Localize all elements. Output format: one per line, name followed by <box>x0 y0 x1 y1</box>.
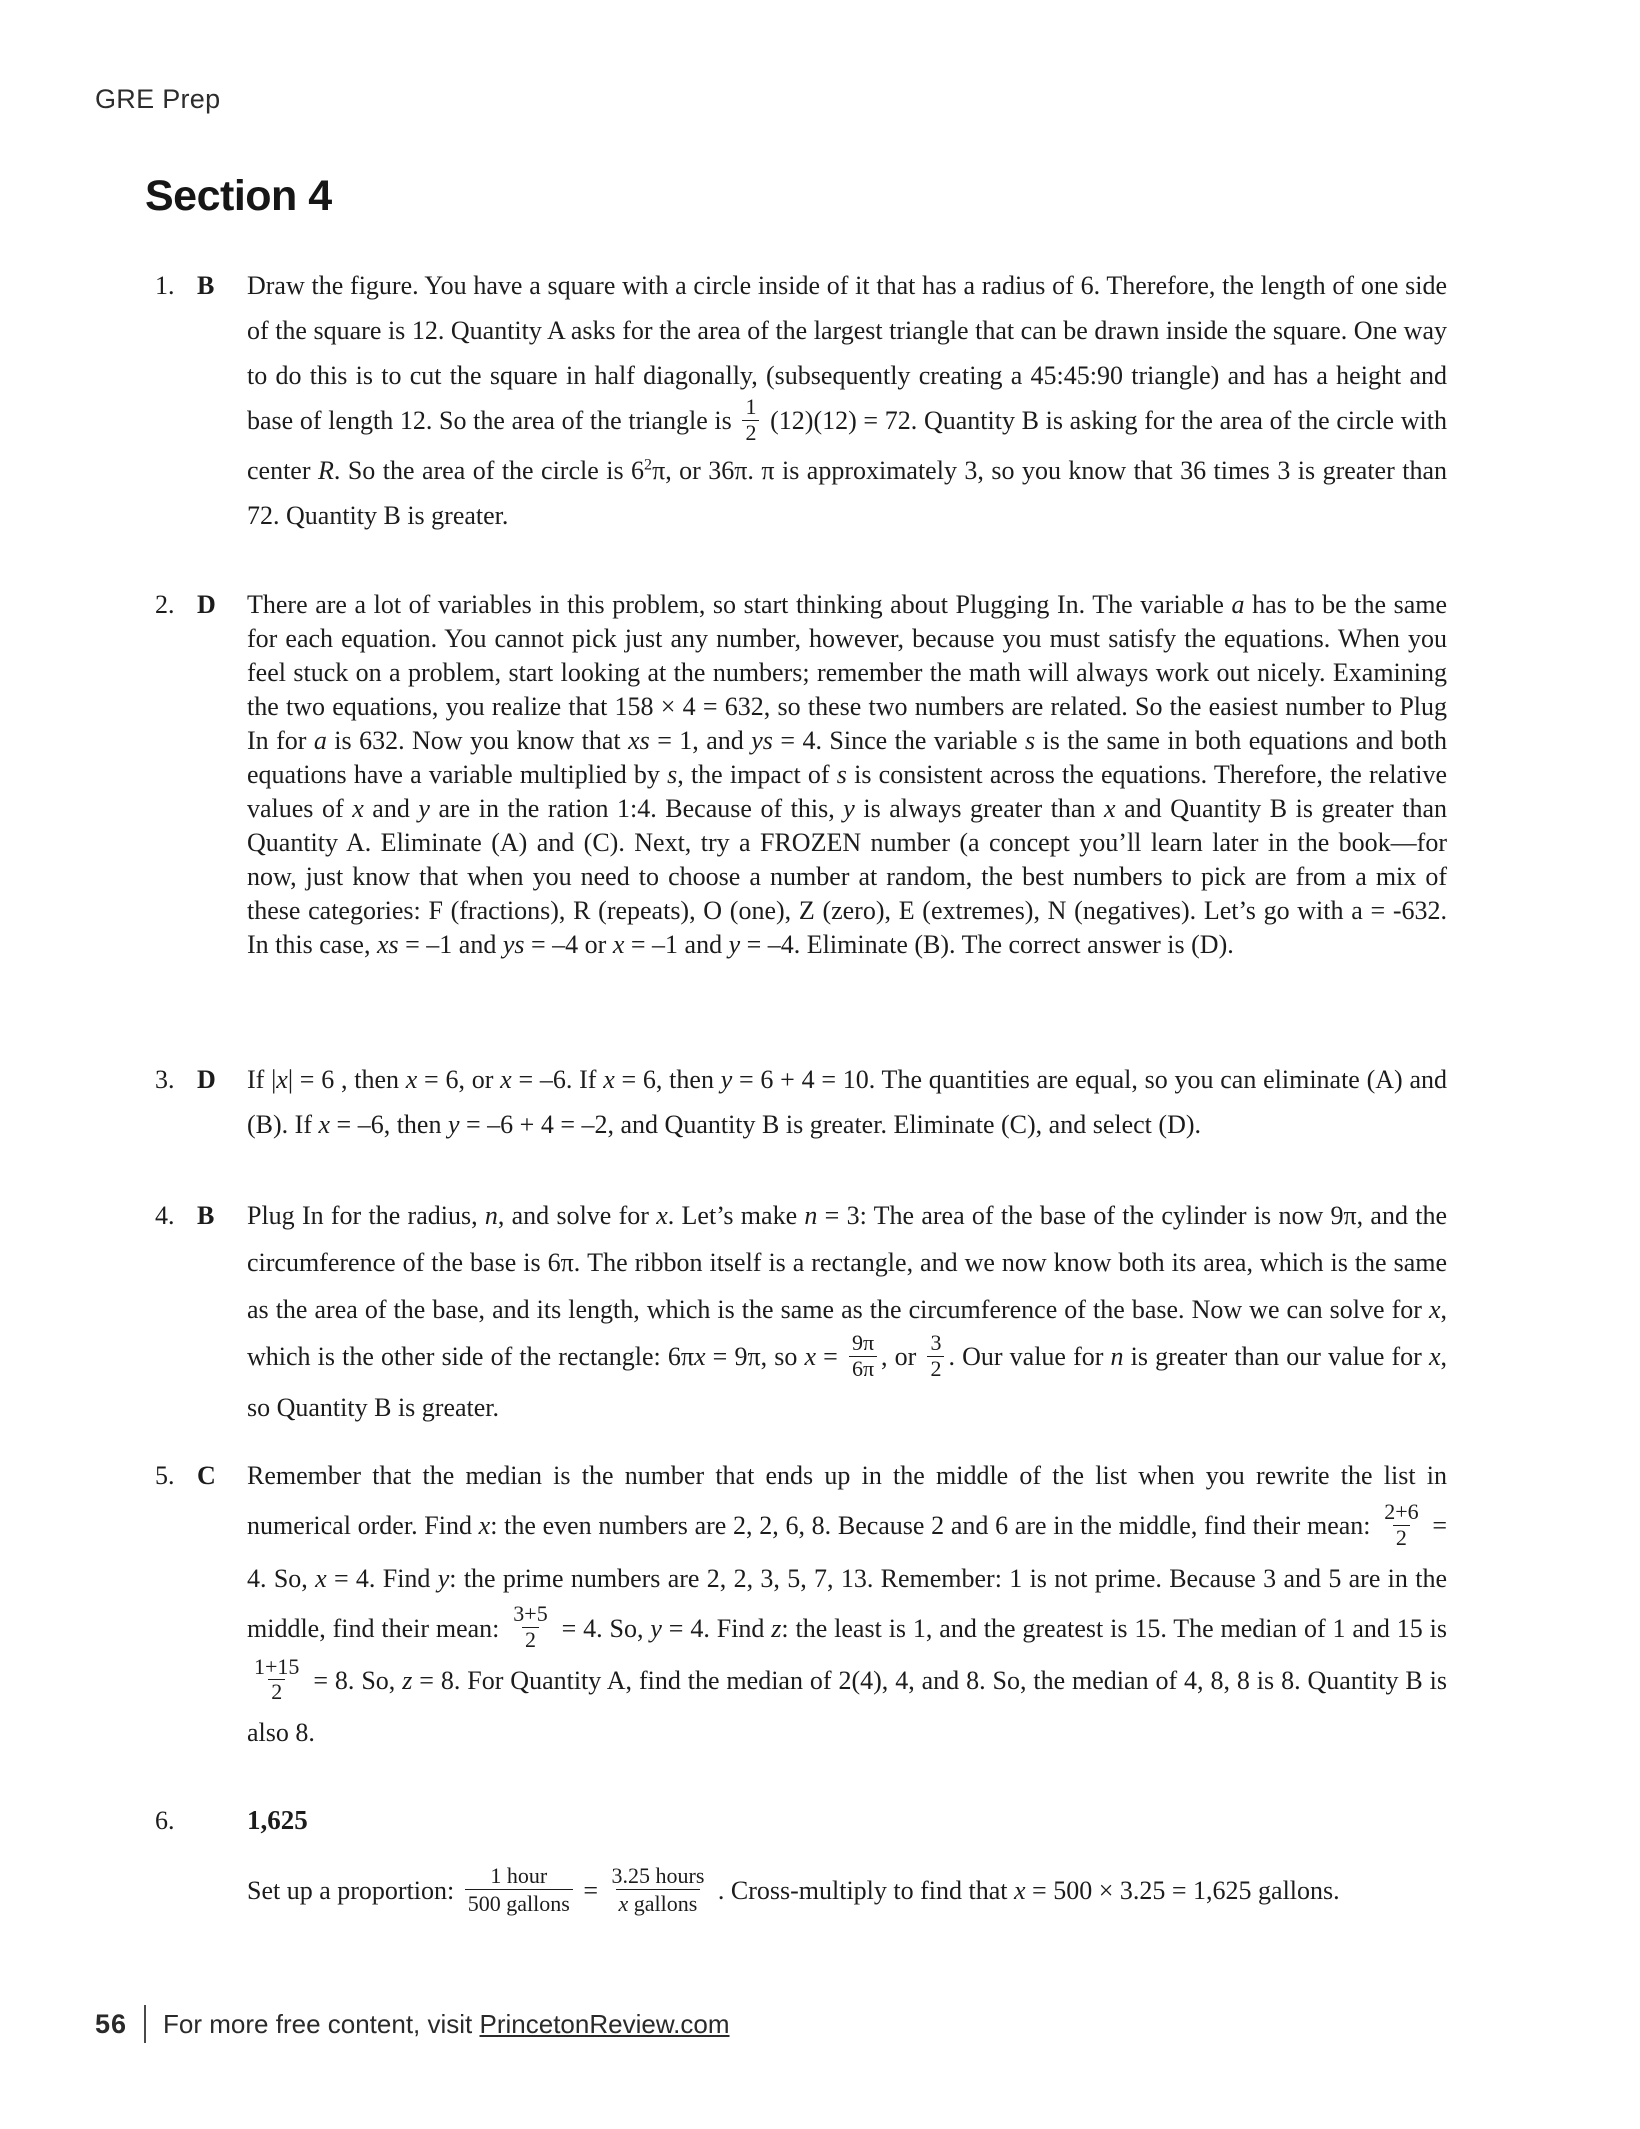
book-brand-header: GRE Prep <box>95 84 221 114</box>
question-number: 4. <box>155 1201 175 1231</box>
section-title: Section 4 <box>145 172 332 220</box>
footer-text <box>163 2009 729 2040</box>
answer-item-2 <box>155 588 1447 962</box>
footer-message: For more free content, visit <box>163 2008 480 2039</box>
explanation-text: Set up a proportion: $\frac{\text{1 hour}}{\text{500 gallons}}$ = $\frac{\text{3.25 hours}}{\text{x gallons}}$ . Cross-multiply to find that x = 500 × 3.25 = 1,625 gallons. <box>247 1862 1340 1917</box>
answer-letter: B <box>197 1201 215 1231</box>
answer-item-3 <box>155 1057 1447 1147</box>
question-number: 2. <box>155 590 175 620</box>
answer-letter: B <box>197 271 215 300</box>
explanation-text: Remember that the median is the number that ends up in the middle of the list when you rewrite the list in numerical order. Find x: the even numbers are 2, 2, 6, 8. Because 2 and 6 are in the middle, find their mean: $\frac{2+6}{2}$ = 4. So, x = 4. Find y: the prime numbers are 2, 2, 3, 5, 7, 13. Remember: 1 is not prime. Because 3 and 5 are in the middle, find their mean: $\frac{3+5}{2}$ = 4. So, y = 4. Find z: the least is 1, and the greatest is 15. The median of 1 and 15 is $\frac{1+15}{2}$ = 8. So, z = 8. For Quantity A, find the median of 2(4), 4, and 8. So, the median of 4, 8, 8 is 8. Quantity B is also 8. <box>247 1461 1448 1747</box>
question-number: 5. <box>155 1461 175 1491</box>
answer-item-4 <box>155 1192 1447 1431</box>
answers-list <box>155 263 1447 1921</box>
answer-letter: D <box>197 1065 216 1095</box>
page-number: 56 <box>95 2008 128 2039</box>
answer-item-6 <box>155 1798 1447 1921</box>
explanation-text: There are a lot of variables in this problem, so start thinking about Plugging In. The variable a has to be the same for each equation. You cannot pick just any number, however, because you must satisfy the equations. When you feel stuck on a problem, start looking at the numbers; remember the math will always work out nicely. Examining the two equations, you realize that 158 × 4 = 632, so these two numbers are related. So the easiest number to Plug In for a is 632. Now you know that xs = 1, and ys = 4. Since the variable s is the same in both equations and both equations have a variable multiplied by s, the impact of s is consistent across the equations. Therefore, the relative values of x and y are in the ration 1:4. Because of this, y is always greater than x and Quantity B is greater than Quantity A. Eliminate (A) and (C). Next, try a FROZEN number (a concept you’ll learn later in the book—for now, just know that when you need to choose a number at random, the best numbers to pick are from a mix of these categories: F (fractions), R (repeats), O (one), Z (zero), E (extremes), N (negatives). Let’s go with a = -632. In this case, xs = –1 and ys = –4 or x = –1 and y = –4. Eliminate (B). The correct answer is (D). <box>247 590 1448 960</box>
answer-item-1 <box>155 263 1447 538</box>
answer-item-5 <box>155 1451 1447 1757</box>
question-number: 6. <box>155 1805 175 1835</box>
footer-divider <box>144 2005 146 2043</box>
question-number: 1. <box>155 271 175 300</box>
answer-value: 1,625 <box>247 1804 308 1835</box>
answer-letter: D <box>197 590 216 620</box>
explanation-text: Plug In for the radius, n, and solve for x. Let’s make n = 3: The area of the base of the cylinder is now 9π, and the circumference of the base is 6π. The ribbon itself is a rectangle, and we now know both its area, which is the same as the area of the base, and its length, which is the same as the circumference of the base. Now we can solve for x, which is the other side of the rectangle: 6πx = 9π, so x = $\frac{9\pi}{6\pi}$ , or $\frac{3}{2}$ . Our value for n is greater than our value for x, so Quantity B is greater. <box>247 1201 1447 1423</box>
explanation-text: If |x| = 6 , then x = 6, or x = –6. If x = 6, then y = 6 + 4 = 10. The quantities are equal, so you can eliminate (A) and (B). If x = –6, then y = –6 + 4 = –2, and Quantity B is greater. Eliminate (C), and select (D). <box>247 1065 1447 1140</box>
princeton-review-link[interactable]: PrincetonReview.com <box>479 2008 730 2039</box>
question-number: 3. <box>155 1065 175 1095</box>
answer-letter: C <box>197 1461 216 1491</box>
explanation-text: Draw the figure. You have a square with a circle inside of it that has a radius of 6. Therefore, the length of one side of the square is 12. Quantity A asks for the area of the largest triangle that can be drawn inside the square. One way to do this is to cut the square in half diagonally, (subsequently creating a 45:45:90 triangle) and has a height and base of length 12. So the area of the triangle is $\frac{1}{2}$ (12)(12) = 72. Quantity B is asking for the area of the circle with center R. So the area of the circle is $6^2\pi$, or 36π. π is approximately 3, so you know that 36 times 3 is greater than 72. Quantity B is greater. <box>247 271 1447 531</box>
page-footer <box>95 2005 730 2043</box>
